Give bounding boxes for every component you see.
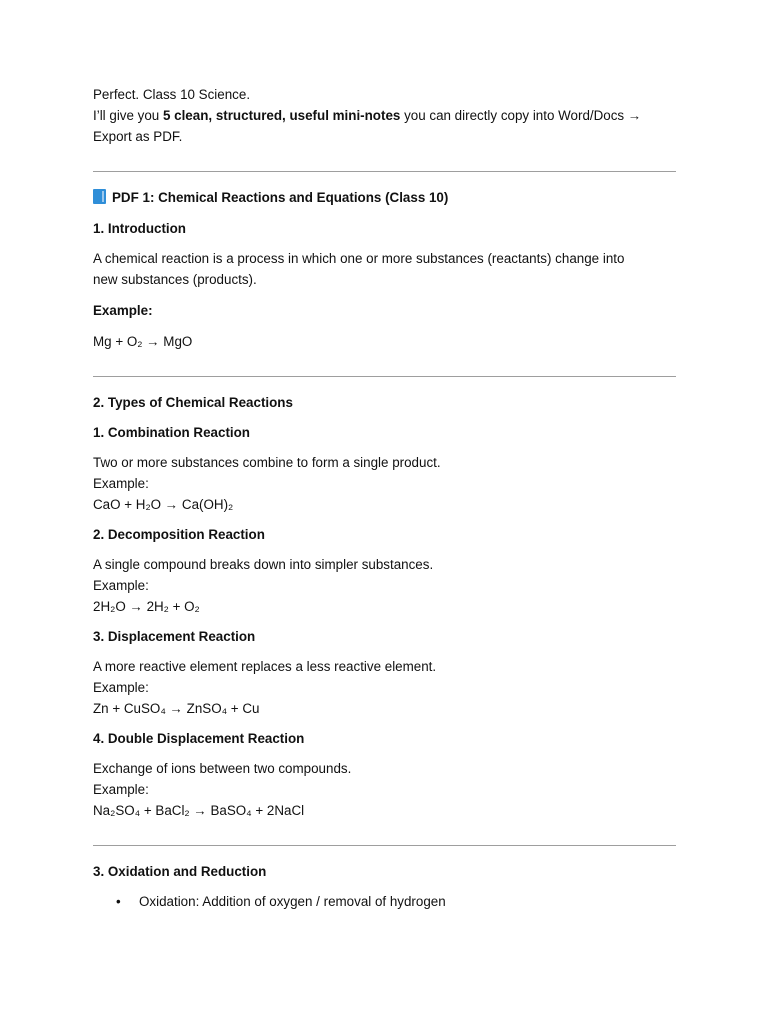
intro-line-3: Export as PDF.	[93, 129, 183, 144]
type2-equation: 2H₂O → 2H₂ + O₂	[93, 599, 200, 614]
type3-equation: Zn + CuSO₄ → ZnSO₄ + Cu	[93, 701, 260, 716]
section1-body-line-1: A chemical reaction is a process in which one or more substances (reactants) change into	[93, 251, 625, 266]
pdf1-title: PDF 1: Chemical Reactions and Equations (Class 10)	[112, 190, 449, 205]
type2-body	[93, 554, 676, 617]
list-item	[93, 891, 676, 912]
section3-heading: 3. Oxidation and Reduction	[93, 864, 267, 879]
type2-heading: 2. Decomposition Reaction	[93, 527, 265, 542]
intro-line-2-post: you can directly copy into Word/Docs →	[400, 108, 642, 123]
document-page	[93, 84, 676, 912]
type4-example-label: Example:	[93, 782, 149, 797]
type2-desc: A single compound breaks down into simpler substances.	[93, 557, 434, 572]
intro-line-2-bold: 5 clean, structured, useful mini-notes	[162, 108, 401, 123]
type4-equation: Na₂SO₄ + BaCl₂ → BaSO₄ + 2NaCl	[93, 803, 305, 818]
type4-body	[93, 758, 676, 821]
intro-line-2-pre: I’ll give you	[93, 108, 163, 123]
pdf1-title-row	[93, 187, 676, 208]
section1-example-label: Example:	[93, 303, 153, 318]
type3-desc: A more reactive element replaces a less reactive element.	[93, 659, 437, 674]
intro-line-2	[93, 105, 676, 126]
type2-example-label: Example:	[93, 578, 149, 593]
blue-book-icon	[93, 189, 106, 204]
type3-example-label: Example:	[93, 680, 149, 695]
section1-body	[93, 248, 676, 290]
type1-example-label: Example:	[93, 476, 149, 491]
section1-body-line-2: new substances (products).	[93, 272, 257, 287]
bullet-dot: •	[116, 894, 121, 909]
divider-2	[93, 376, 676, 377]
type4-desc: Exchange of ions between two compounds.	[93, 761, 352, 776]
divider-1	[93, 171, 676, 172]
type1-heading: 1. Combination Reaction	[93, 425, 250, 440]
section3-bullet-list	[93, 891, 676, 912]
type3-body	[93, 656, 676, 719]
type1-equation: CaO + H₂O → Ca(OH)₂	[93, 497, 234, 512]
divider-3	[93, 845, 676, 846]
section1-example-equation: Mg + O₂ → MgO	[93, 334, 193, 349]
type3-heading: 3. Displacement Reaction	[93, 629, 256, 644]
type1-body	[93, 452, 676, 515]
section2-heading: 2. Types of Chemical Reactions	[93, 395, 293, 410]
type1-desc: Two or more substances combine to form a single product.	[93, 455, 441, 470]
type4-heading: 4. Double Displacement Reaction	[93, 731, 305, 746]
intro-line-1: Perfect. Class 10 Science.	[93, 87, 251, 102]
section1-heading: 1. Introduction	[93, 221, 186, 236]
bullet-text: Oxidation: Addition of oxygen / removal of hydrogen	[139, 894, 446, 909]
